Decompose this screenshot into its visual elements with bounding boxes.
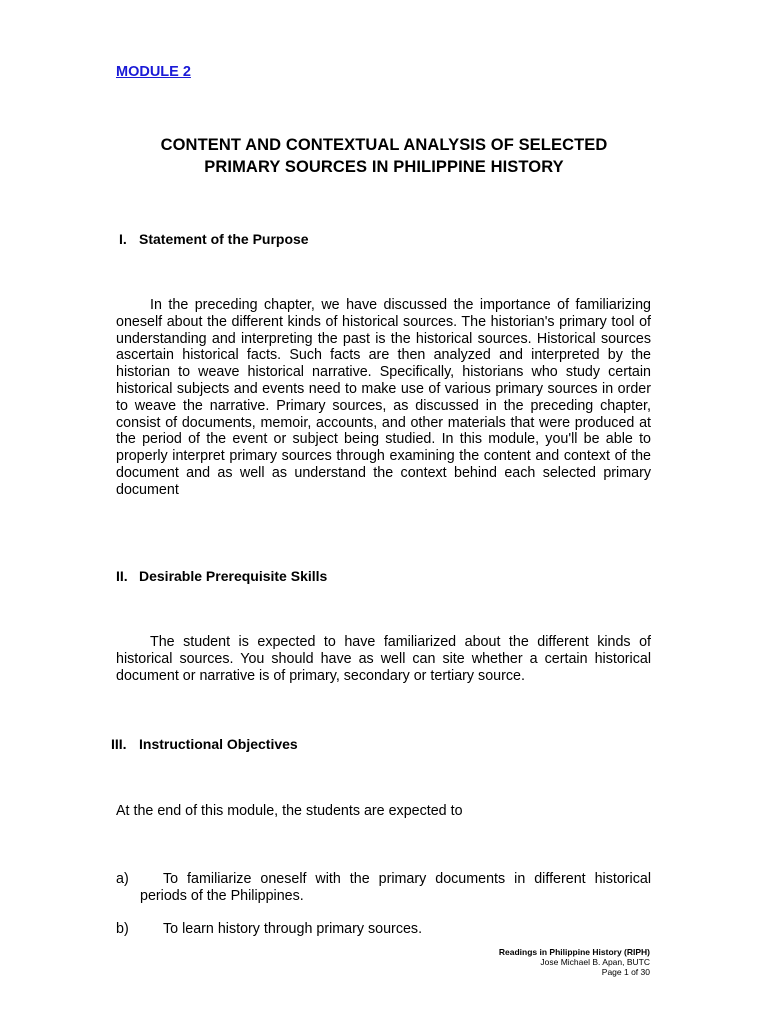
skills-paragraph: [116, 634, 651, 684]
footer-page-number: Page 1 of 30: [601, 967, 650, 977]
purpose-paragraph: [116, 297, 651, 499]
section-number: II.: [116, 568, 128, 584]
objectives-intro: At the end of this module, the students are expected to: [116, 803, 463, 819]
objective-text: To learn history through primary sources.: [163, 921, 423, 937]
footer-course: Readings in Philippine History (RIPH): [498, 947, 650, 957]
section-heading-skills: [116, 568, 328, 584]
section-number: I.: [119, 231, 127, 247]
objective-label: a): [116, 871, 129, 887]
page-footer: [499, 947, 650, 977]
module-label[interactable]: MODULE 2: [116, 64, 191, 80]
objective-item: [116, 871, 651, 905]
section-number: III.: [111, 736, 127, 752]
section-title: Instructional Objectives: [139, 736, 298, 752]
section-heading-objectives: [111, 736, 298, 752]
footer-author: Jose Michael B. Apan, BUTC: [540, 957, 650, 967]
section-title: Statement of the Purpose: [139, 231, 309, 247]
title-line-1: CONTENT AND CONTEXTUAL ANALYSIS OF SELECTED: [160, 136, 608, 154]
section-title: Desirable Prerequisite Skills: [139, 568, 328, 584]
document-title: [100, 134, 668, 178]
objective-text: To familiarize oneself with the primary documents in different historical periods of the Philippines.: [140, 871, 651, 904]
objective-label: b): [116, 921, 129, 937]
purpose-text: In the preceding chapter, we have discussed the importance of familiarizing oneself about the different kinds of historical sources. The historian's primary tool of understanding and interpreting the past is the historical sources. Historical sources ascertain historical facts. Such facts are then analyzed and interpreted by the historian to weave historical narrative. Specifically, historians who study certain historical subjects and events need to make use of various primary sources in order to weave the narrative. Primary sources, as discussed in the preceding chapter, consist of documents, memoir, accounts, and other materials that were produced at the period of the event or subject being studied. In this module, you'll be able to properly interpret primary sources through examining the content and context of the document and as well as understand the context behind each selected primary document: [116, 297, 651, 498]
objective-item: [116, 921, 651, 938]
title-line-2: PRIMARY SOURCES IN PHILIPPINE HISTORY: [204, 158, 564, 176]
skills-text: The student is expected to have familiarized about the different kinds of historical sources. You should have as well can site whether a certain historical document or narrative is of primary, secondary or tertiary source.: [116, 634, 651, 684]
section-heading-purpose: [119, 231, 309, 247]
